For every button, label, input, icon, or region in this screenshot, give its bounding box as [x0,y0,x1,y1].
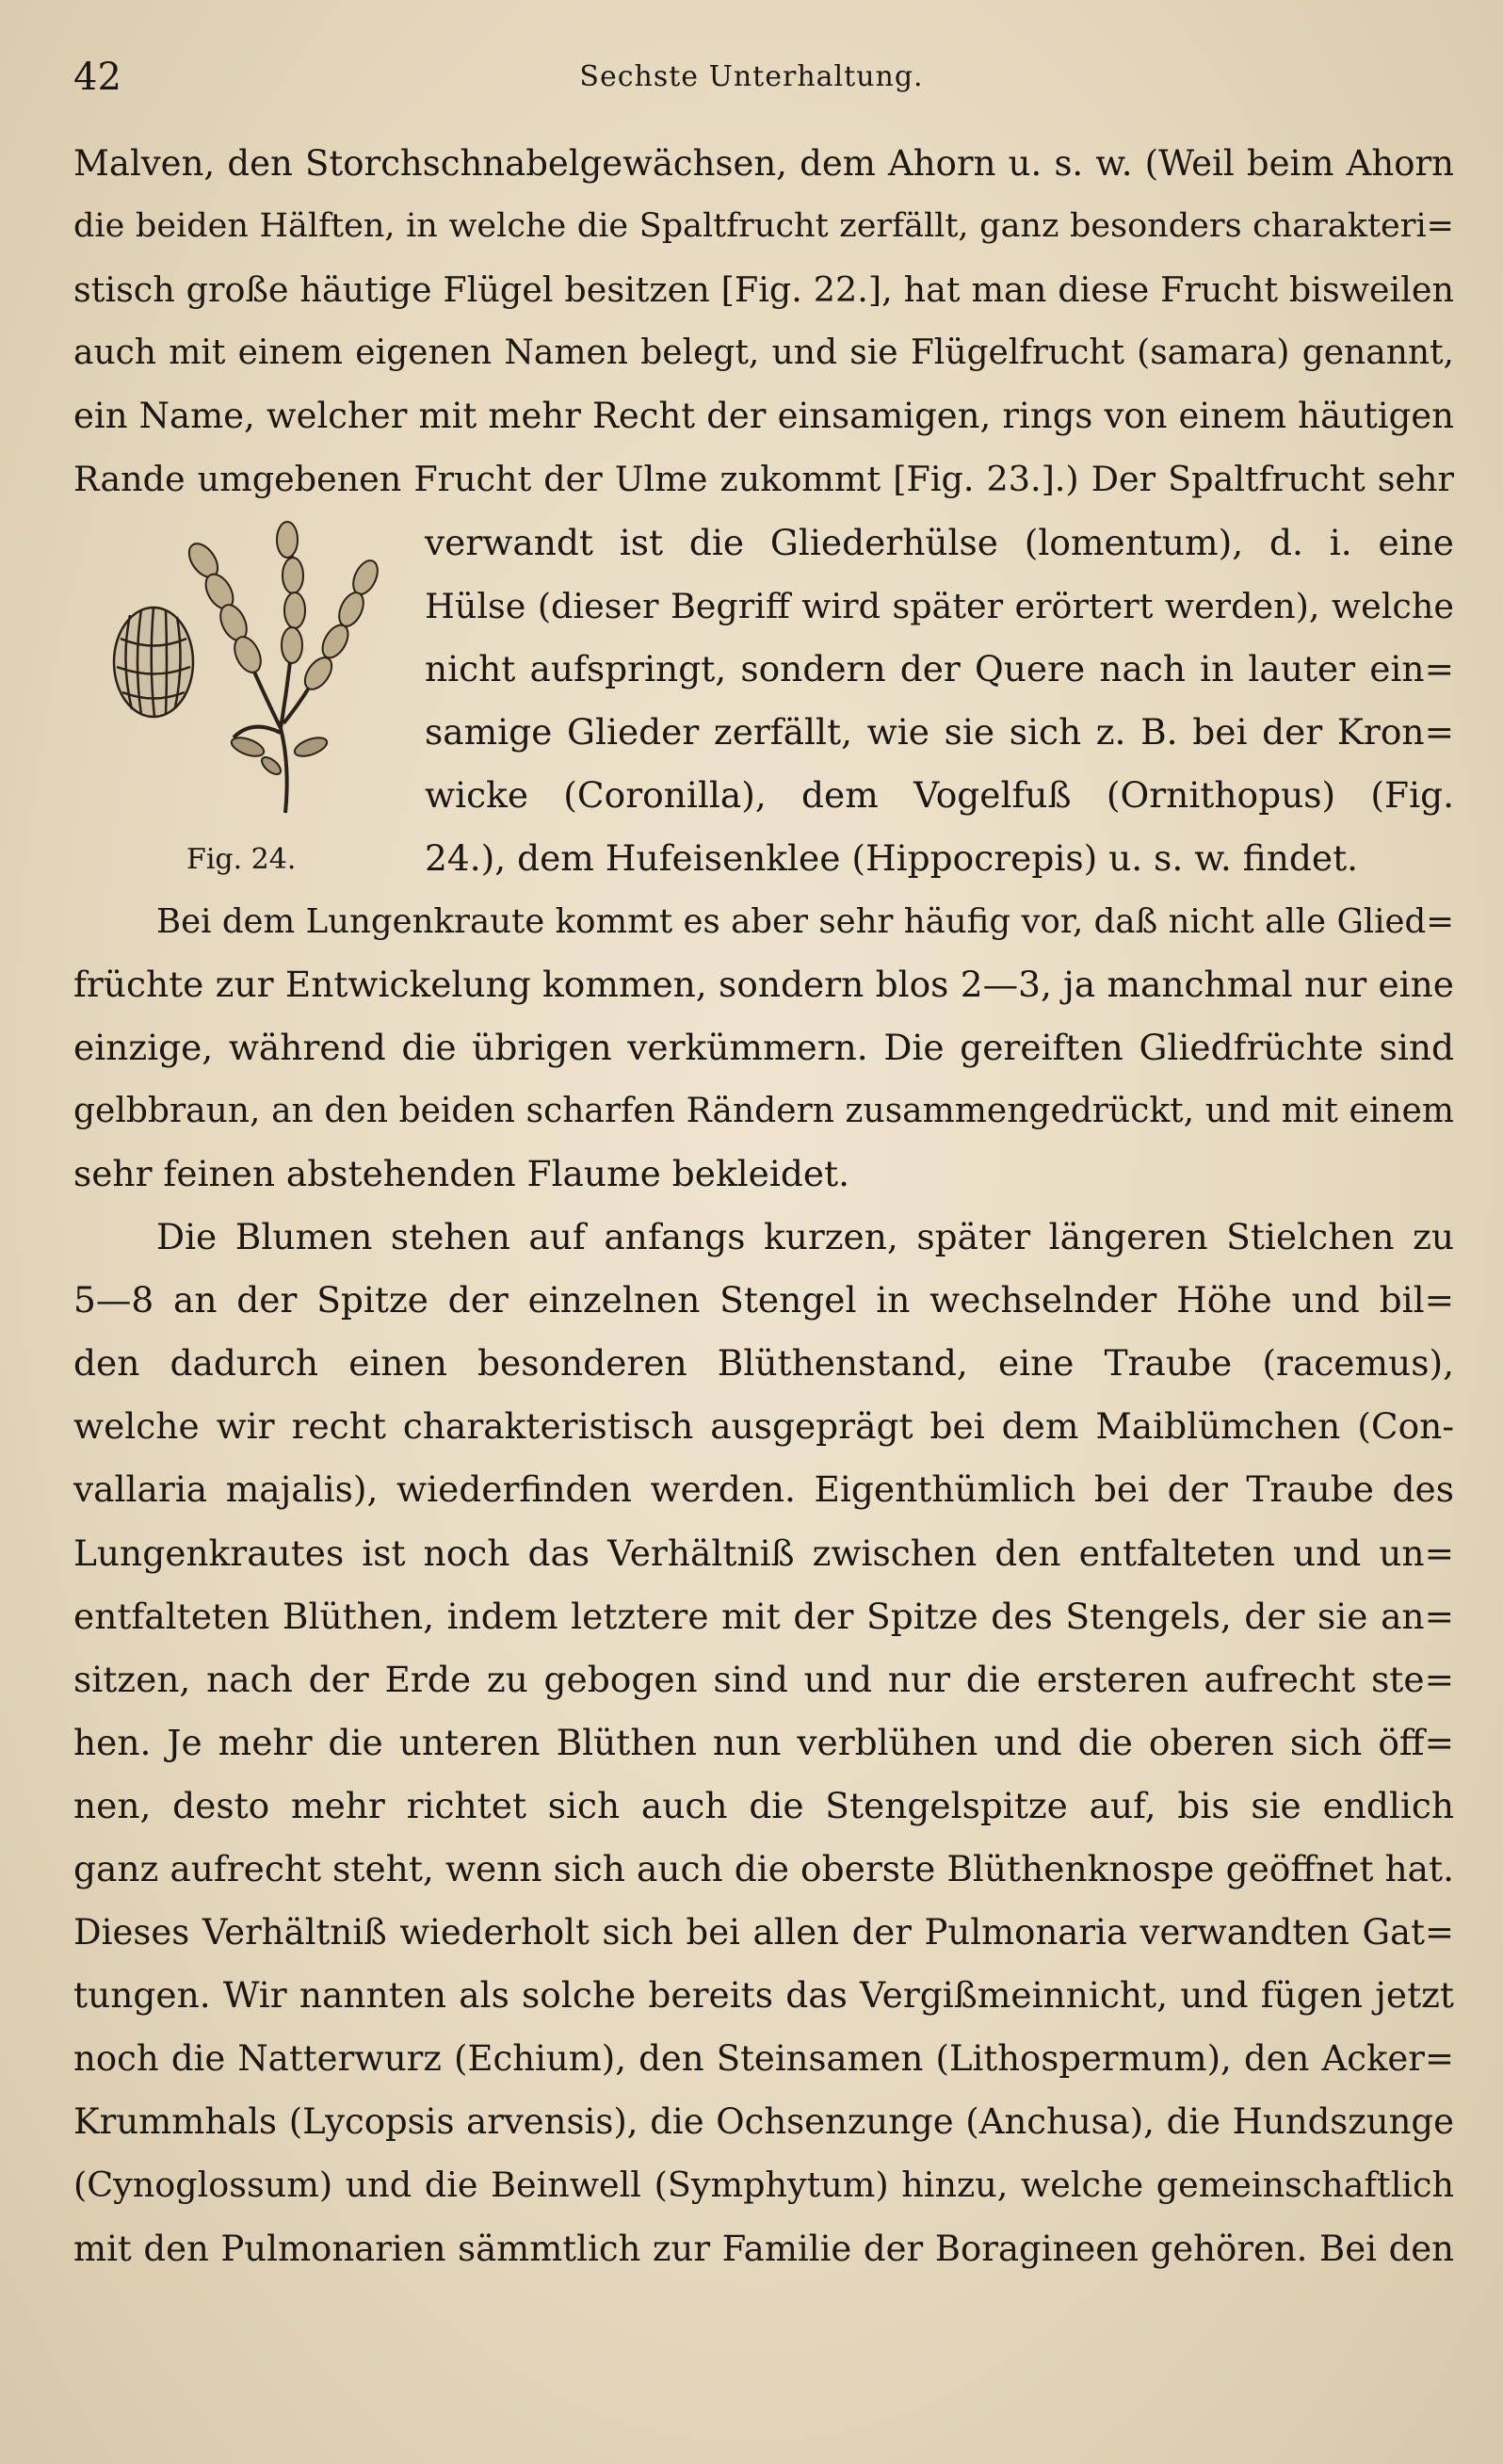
text-line: nen, desto mehr richtet sich auch die Stengelspitze auf, bis sie endlich [73,1784,1454,1826]
text-line: sitzen, nach der Erde zu gebogen sind und nur die ersteren aufrecht ste= [73,1658,1454,1700]
text-line: Rande umgebenen Frucht der Ulme zukommt [Fig. 23.].) Der Spaltfrucht sehr [73,459,1454,500]
text-line: auch mit einem eigenen Namen belegt, und sie Flügelfrucht (samara) genannt, [73,333,1454,373]
text-beside-figure [425,511,1454,891]
text-line: entfalteten Blüthen, indem letztere mit der Spitze des Stengels, der sie an= [73,1595,1454,1637]
text-line: früchte zur Entwickelung kommen, sondern blos 2—3, ja manchmal nur eine [73,963,1454,1005]
text-line: gelbbraun, an den beiden scharfen Rändern zusammengedrückt, und mit einem [73,1091,1454,1130]
text-line: Dieses Verhältniß wiederholt sich bei allen der Pulmonaria verwandten Gat= [73,1912,1454,1953]
text-line: Bei dem Lungenkraute kommt es aber sehr häufig vor, daß nicht alle Glied= [156,901,1454,941]
text-line: (Cynoglossum) und die Beinwell (Symphytum) hinzu, welche gemeinschaftlich [73,2164,1454,2206]
text-line: den dadurch einen besonderen Blüthenstand, eine Traube (racemus), [73,1342,1454,1385]
text-line: ein Name, welcher mit mehr Recht der einsamigen, rings von einem häutigen [73,396,1454,437]
text-line: mit den Pulmonarien sämmtlich zur Familie der Boragineen gehören. Bei den [73,2228,1454,2269]
text-line: nicht aufspringt, sondern der Quere nach in lauter ein= [425,647,1454,689]
paragraph-2 [73,890,1454,1206]
text-line: welche wir recht charakteristisch ausgeprägt bei dem Maiblümchen (Con- [73,1405,1454,1448]
figure-24 [73,511,427,890]
page-number: 42 [73,56,121,99]
text-line: Malven, den Storchschnabelgewächsen, dem Ahorn u. s. w. (Weil beim Ahorn [73,143,1454,184]
text-line: stisch große häutige Flügel besitzen [Fig. 22.], hat man diese Frucht bisweilen [73,269,1454,311]
body-text [73,132,1454,2280]
paragraph-1 [73,132,1454,511]
text-line: verwandt ist die Gliederhülse (lomentum), d. i. eine [425,521,1454,563]
page-header [73,49,1430,105]
text-line: wicke (Coronilla), dem Vogelfuß (Ornithopus) (Fig. [425,773,1454,816]
text-line: tungen. Wir nannten als solche bereits das Vergißmeinnicht, und fügen jetzt [73,1974,1454,2017]
text-line: sehr feinen abstehenden Flaume bekleidet. [73,1152,850,1194]
text-line: samige Glieder zerfällt, wie sie sich z. B. bei der Kron= [425,710,1454,753]
text-line: einzige, während die übrigen verkümmern. Die gereiften Gliedfrüchte sind [73,1026,1454,1068]
text-line: Die Blumen stehen auf anfangs kurzen, später längeren Stielchen zu [156,1216,1454,1258]
text-line: Krummhals (Lycopsis arvensis), die Ochsenzunge (Anchusa), die Hundszunge [73,2101,1454,2143]
figure-block [73,511,1454,890]
text-line: 5—8 an der Spitze der einzelnen Stengel in wechselnder Höhe und bil= [73,1279,1454,1321]
text-line: hen. Je mehr die unteren Blüthen nun verblühen und die oberen sich öff= [73,1721,1454,1763]
text-line: ganz aufrecht steht, wenn sich auch die oberste Blüthenknospe geöffnet hat. [73,1847,1454,1889]
text-line: Lungenkrautes ist noch das Verhältniß zwischen den entfalteten und un= [73,1532,1454,1574]
running-head: Sechste Unterhaltung. [579,60,924,93]
text-line: 24.), dem Hufeisenklee (Hippocrepis) u. s. w. findet. [425,837,1359,880]
lomentum-illustration [92,511,394,822]
text-line: Hülse (dieser Begriff wird später erörtert werden), welche [425,585,1454,626]
text-line: noch die Natterwurz (Echium), den Steinsamen (Lithospermum), den Acker= [73,2038,1454,2080]
figure-caption: Fig. 24. [186,842,297,876]
paragraph-3 [73,1206,1454,2280]
text-line: vallaria majalis), wiederfinden werden. Eigenthümlich bei der Traube des [73,1468,1454,1511]
text-line: die beiden Hälften, in welche die Spaltfrucht zerfällt, ganz besonders charakteri= [73,207,1454,246]
